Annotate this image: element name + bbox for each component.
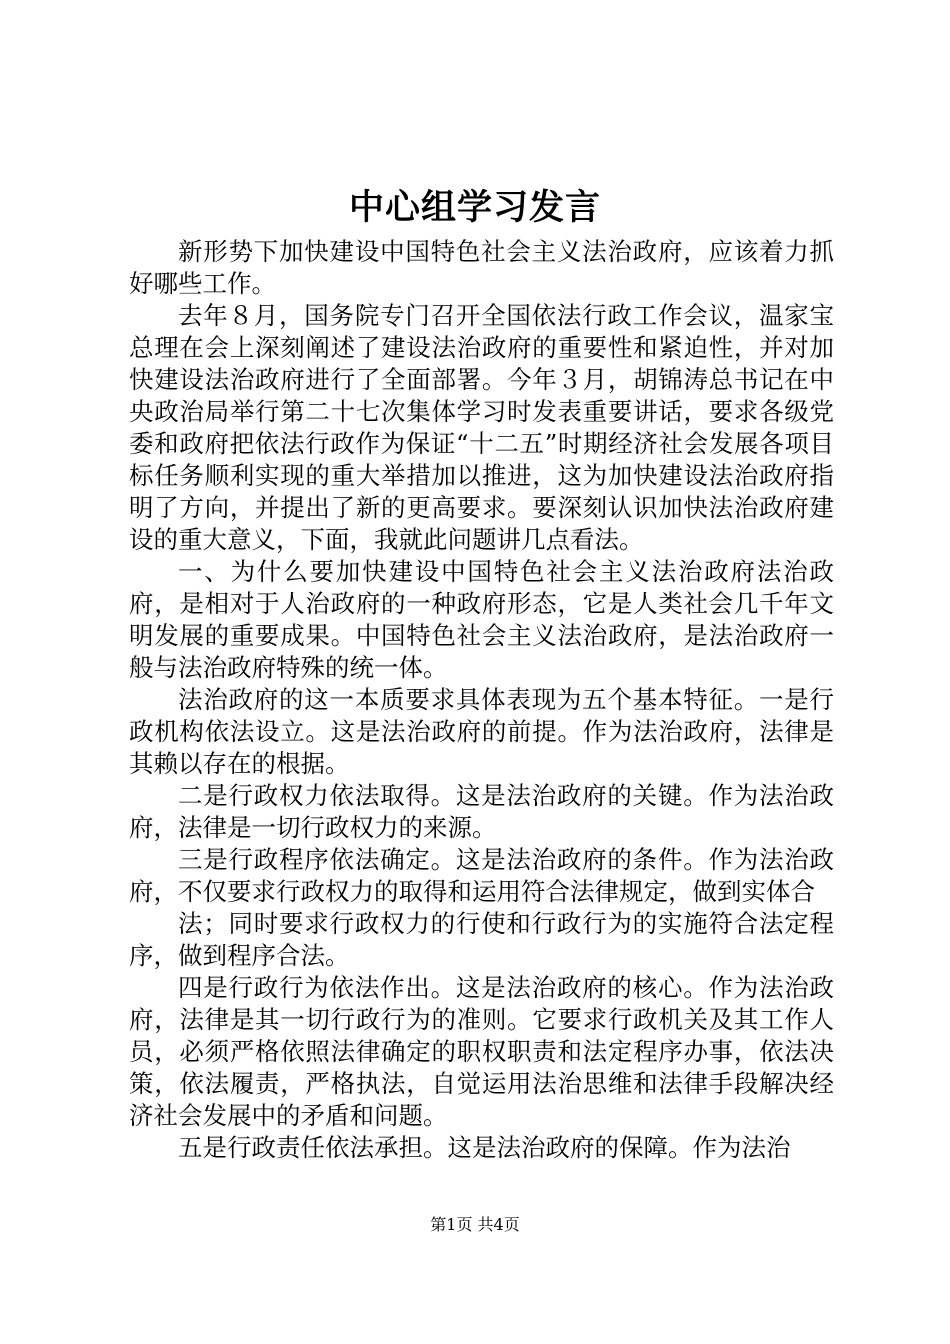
paragraph: 去年８月，国务院专门召开全国依法行政工作会议，温家宝总理在会上深刻阐述了建设法治政府的重要性和紧迫性，并对加快建设法治政府进行了全面部署。今年３月，胡锦涛总书记在中央政治局举行第二十七次集体学习时发表重要讲话，要求各级党委和政府把依法行政作为保证“十二五”时期经济社会发展各项目标任务顺利实现的重大举措加以推进，这为加快建设法治政府指明了方向，并提出了新的更高要求。要深刻认识加快法治政府建设的重大意义，下面，我就此问题讲几点看法。 [129, 301, 834, 554]
paragraph: 四是行政行为依法作出。这是法治政府的核心。作为法治政府，法律是其一切行政行为的准则。它要求行政机关及其工作人员，必须严格依照法律确定的职权职责和法定程序办事，依法决策，依法履责，严格执法，自觉运用法治思维和法律手段解决经济社会发展中的矛盾和问题。 [129, 973, 834, 1130]
paragraph: 一、为什么要加快建设中国特色社会主义法治政府法治政府，是相对于人治政府的一种政府形态，它是人类社会几千年文明发展的重要成果。中国特色社会主义法治政府，是法治政府一般与法治政府特殊的统一体。 [129, 557, 834, 682]
paragraph: 二是行政权力依法取得。这是法治政府的关键。作为法治政府，法律是一切行政权力的来源。 [129, 781, 834, 842]
paragraph: 五是行政责任依法承担。这是法治政府的保障。作为法治 [178, 1133, 791, 1162]
document-title: 中心组学习发言 [348, 187, 601, 228]
document-body [129, 236, 834, 1164]
paragraph: 新形势下加快建设中国特色社会主义法治政府，应该着力抓好哪些工作。 [129, 237, 834, 298]
page-footer: 第1页 共4页 [430, 1215, 520, 1234]
paragraph: 三是行政程序依法确定。这是法治政府的条件。作为法治政府，不仅要求行政权力的取得和运用符合法律规定，做到实体合 [129, 845, 834, 906]
paragraph: 法治政府的这一本质要求具体表现为五个基本特征。一是行政机构依法设立。这是法治政府的前提。作为法治政府，法律是其赖以存在的根据。 [129, 685, 834, 778]
paragraph: 法；同时要求行政权力的行使和行政行为的实施符合法定程序，做到程序合法。 [129, 909, 834, 970]
